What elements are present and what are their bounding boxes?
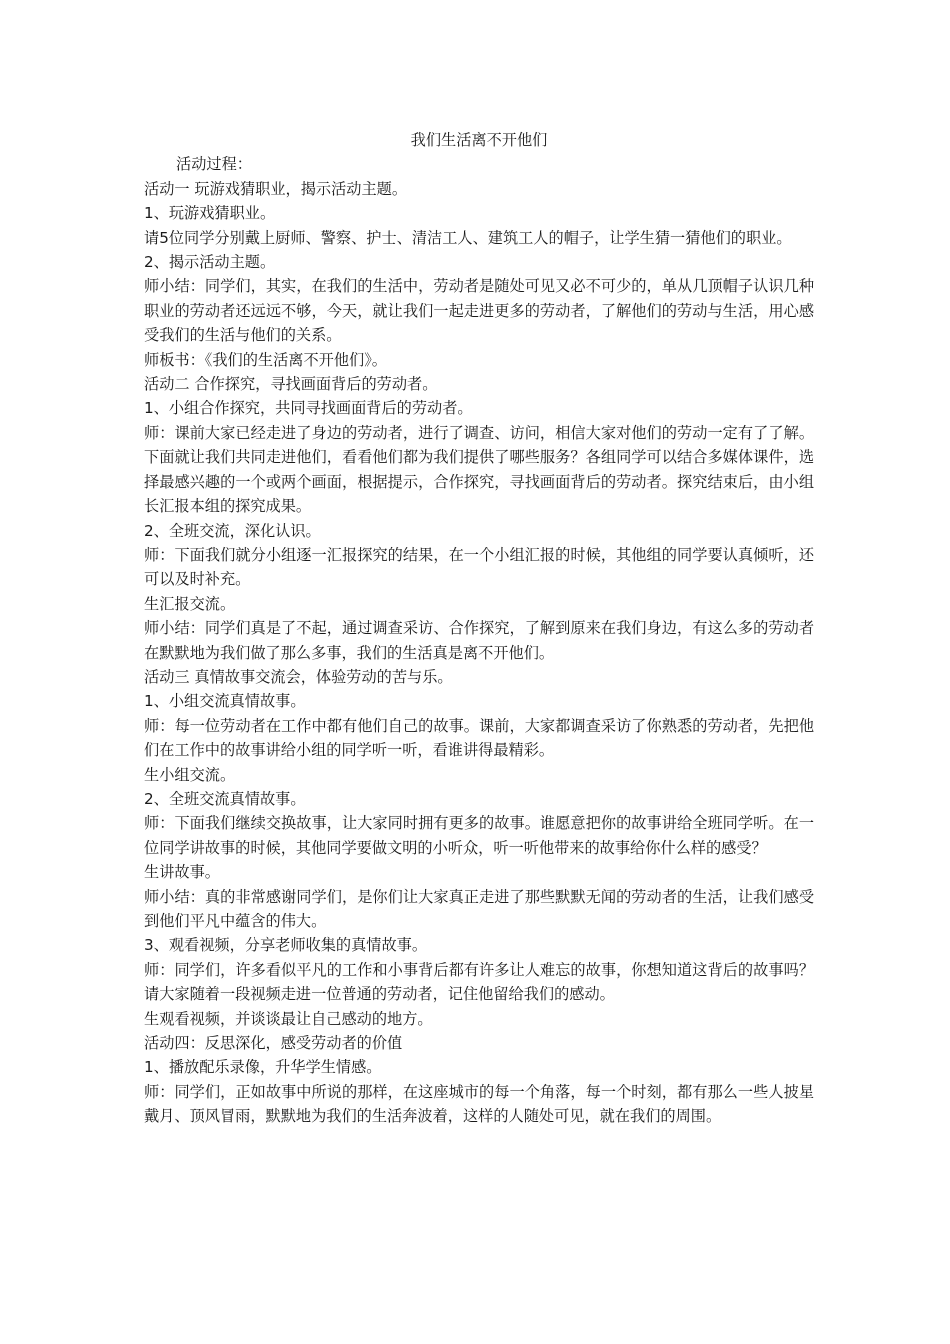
paragraph: 1、玩游戏猜职业。 [144, 204, 276, 223]
paragraph: 活动三 真情故事交流会，体验劳动的苦与乐。 [144, 667, 453, 686]
paragraph: 2、揭示活动主题。 [144, 253, 276, 272]
paragraph: 1、播放配乐录像，升华学生情感。 [144, 1058, 382, 1077]
paragraph: 师：下面我们就分小组逐一汇报探究的结果，在一个小组汇报的时候，其他组的同学要认真倾听，还可以及时补充。 [144, 545, 814, 589]
paragraph: 生汇报交流。 [144, 594, 236, 613]
page-title: 我们生活离不开他们 [410, 131, 548, 149]
paragraph: 生讲故事。 [144, 863, 220, 882]
paragraph: 2、全班交流，深化认识。 [144, 521, 321, 540]
paragraph: 师：每一位劳动者在工作中都有他们自己的故事。课前，大家都调查采访了你熟悉的劳动者，先把他们在工作中的故事讲给小组的同学听一听，看谁讲得最精彩。 [144, 716, 814, 760]
paragraph: 师小结：同学们真是了不起，通过调查采访、合作探究，了解到原来在我们身边，有这么多的劳动者在默默地为我们做了那么多事，我们的生活真是离不开他们。 [144, 619, 814, 662]
paragraph: 师小结：同学们，其实，在我们的生活中，劳动者是随处可见又必不可少的，单从几顶帽子认识几种职业的劳动者还远远不够，今天，就让我们一起走进更多的劳动者，了解他们的劳动与生活，用心感受我们的生活与他们的关系。 [144, 277, 814, 345]
paragraph: 师：同学们，正如故事中所说的那样，在这座城市的每一个角落，每一个时刻，都有那么一些人披星戴月、顶风冒雨，默默地为我们的生活奔波着，这样的人随处可见，就在我们的周围。 [144, 1082, 814, 1126]
paragraph: 1、小组合作探究，共同寻找画面背后的劳动者。 [144, 399, 473, 418]
paragraph: 活动二 合作探究，寻找画面背后的劳动者。 [144, 375, 438, 394]
paragraph: 师小结：真的非常感谢同学们，是你们让大家真正走进了那些默默无闻的劳动者的生活，让我们感受到他们平凡中蕴含的伟大。 [144, 887, 814, 930]
paragraph: 3、观看视频，分享老师收集的真情故事。 [144, 936, 428, 955]
document-body [144, 128, 814, 1129]
paragraph: 活动过程： [176, 155, 252, 174]
paragraph: 师：下面我们继续交换故事，让大家同时拥有更多的故事。谁愿意把你的故事讲给全班同学听。在一位同学讲故事的时候，其他同学要做文明的小听众，听一听他带来的故事给你什么样的感受？ [144, 814, 814, 857]
paragraph: 1、小组交流真情故事。 [144, 692, 306, 711]
paragraph: 生观看视频，并谈谈最让自己感动的地方。 [144, 1009, 433, 1028]
paragraph: 师：同学们，许多看似平凡的工作和小事背后都有许多让人难忘的故事，你想知道这背后的故事吗？请大家随着一段视频走进一位普通的劳动者，记住他留给我们的感动。 [144, 960, 814, 1004]
paragraph: 师板书：《我们的生活离不开他们》。 [144, 350, 387, 369]
paragraph: 师：课前大家已经走进了身边的劳动者，进行了调查、访问，相信大家对他们的劳动一定有了了解。下面就让我们共同走进他们，看看他们都为我们提供了哪些服务？各组同学可以结合多媒体课件，选择最感兴趣的一个或两个画面，根据提示，合作探究，寻找画面背后的劳动者。探究结束后，由小组长汇报本组的探究成果。 [144, 423, 814, 516]
paragraph: 2、全班交流真情故事。 [144, 789, 306, 808]
paragraph: 生小组交流。 [144, 765, 236, 784]
paragraph: 活动四：反思深化，感受劳动者的价值 [144, 1034, 403, 1053]
paragraph: 活动一 玩游戏猜职业，揭示活动主题。 [144, 179, 408, 198]
paragraph: 请5位同学分别戴上厨师、警察、护士、清洁工人、建筑工人的帽子，让学生猜一猜他们的职业。 [144, 228, 792, 247]
